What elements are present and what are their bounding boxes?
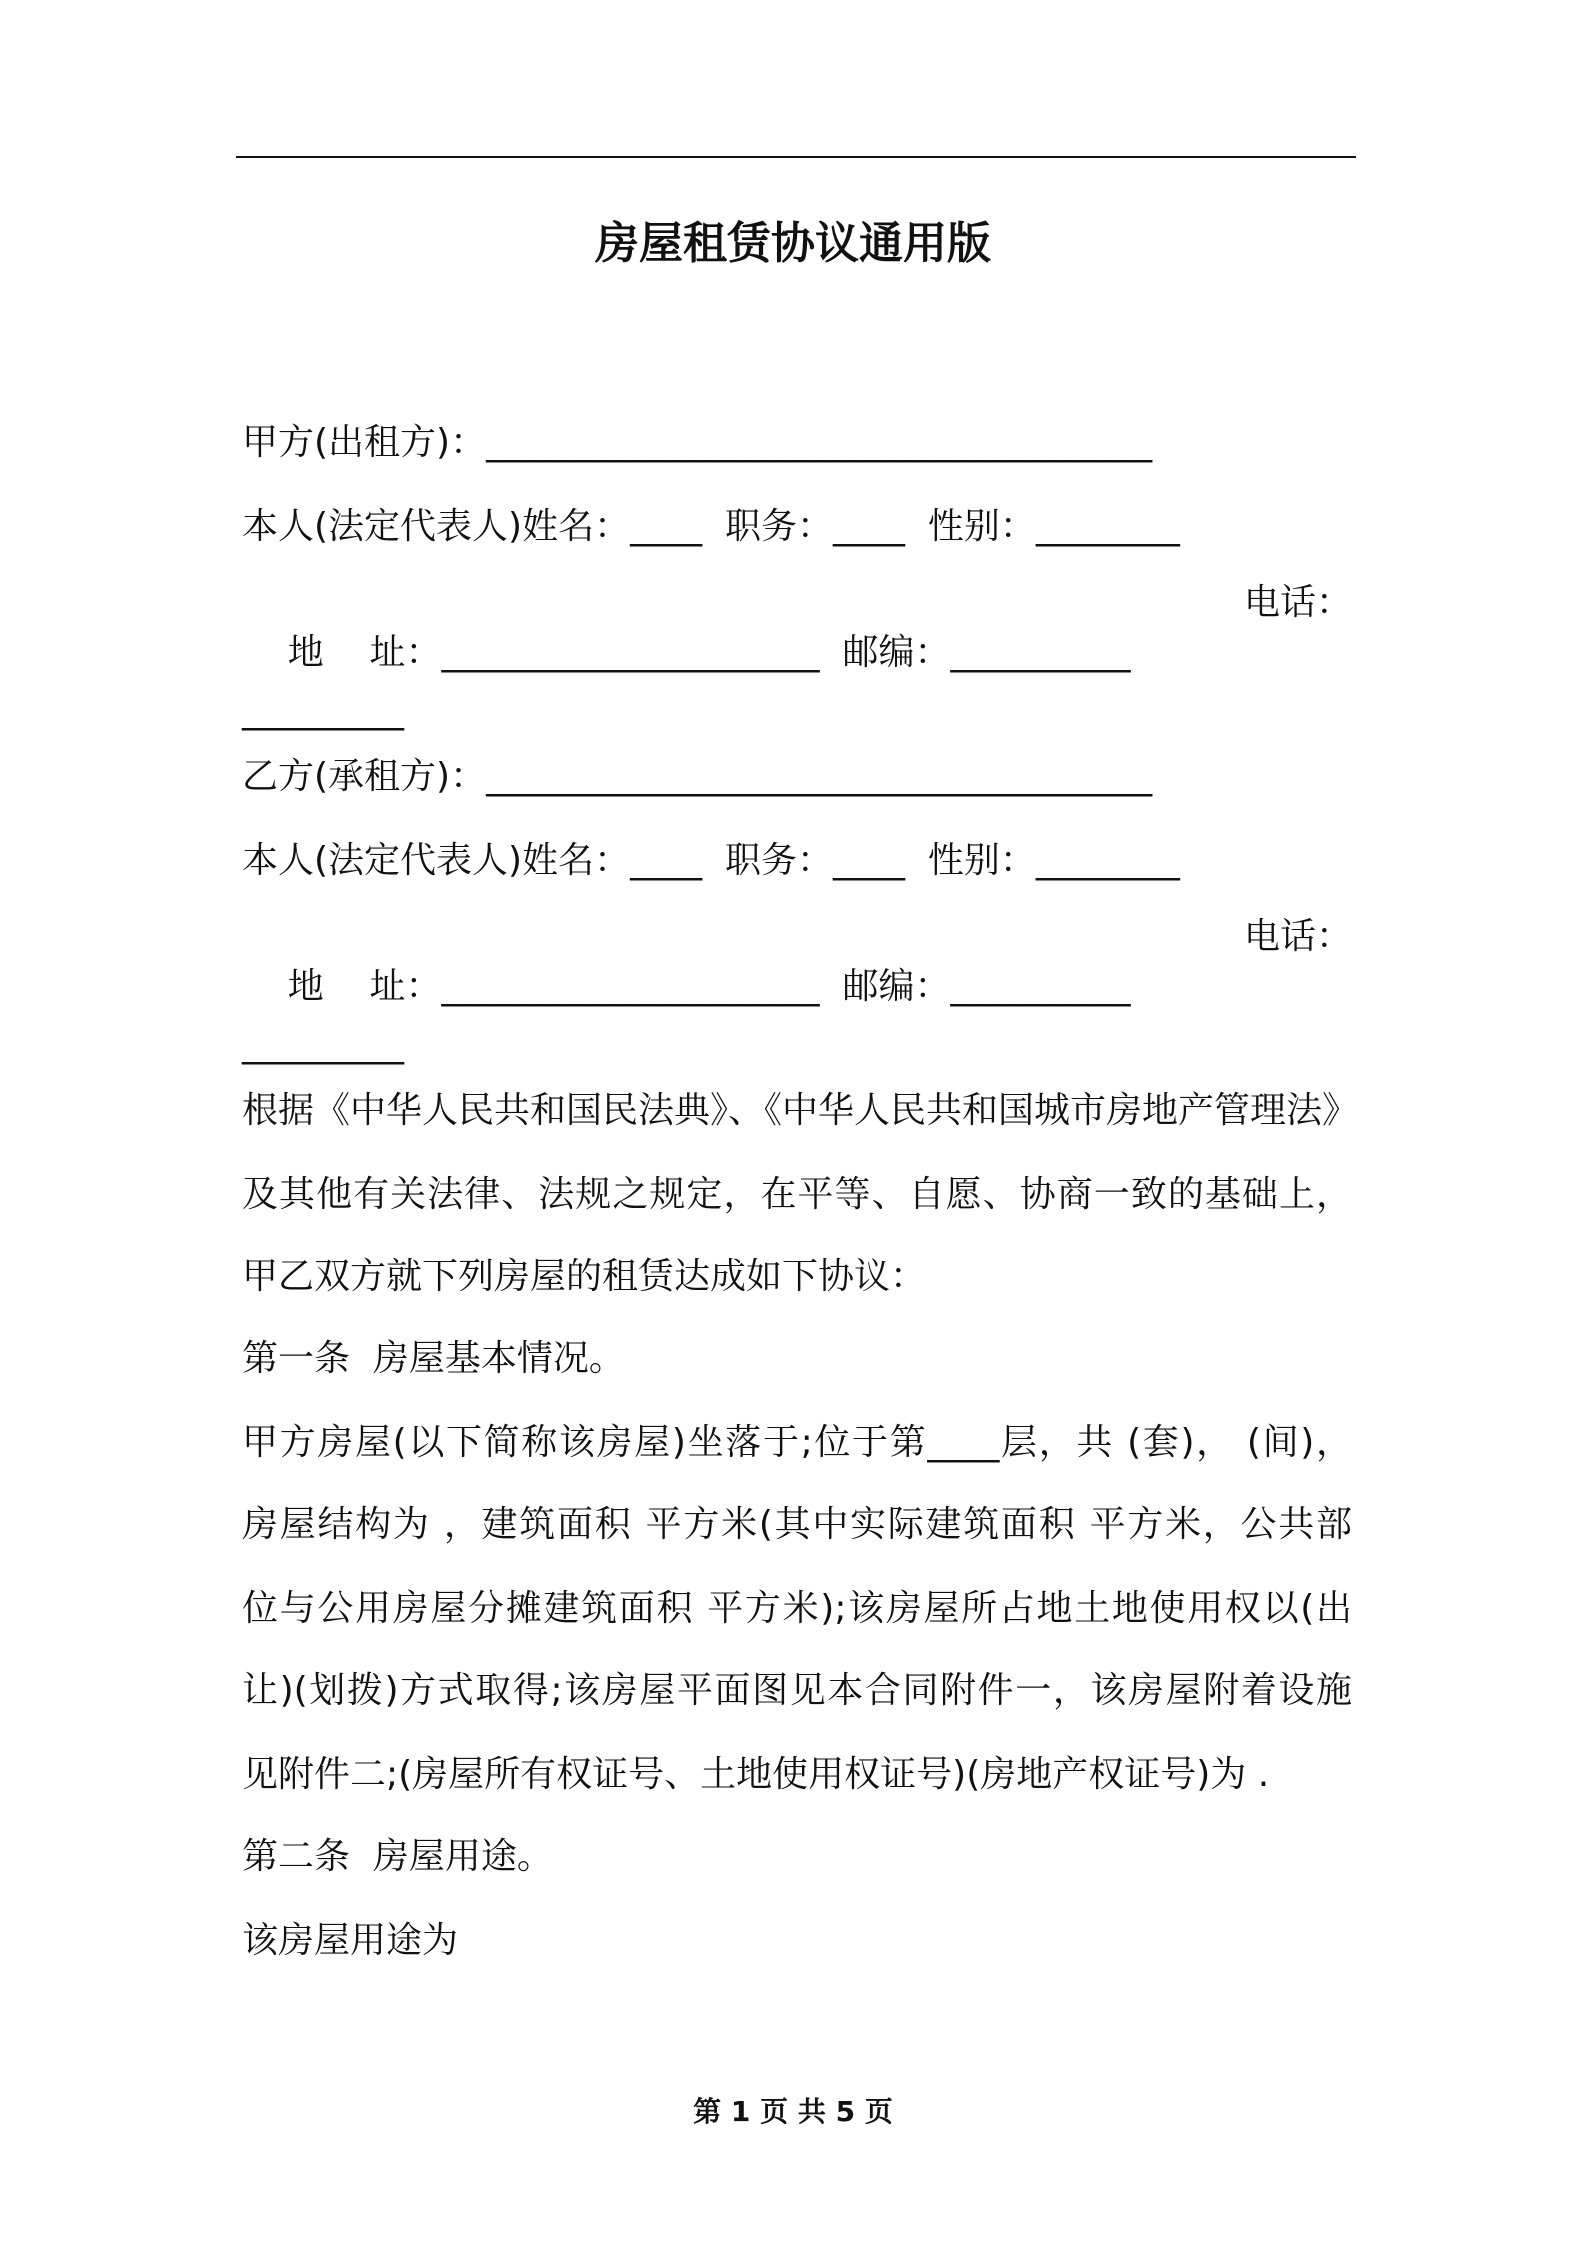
- preamble-line: 甲乙双方就下列房屋的租赁达成如下协议：: [242, 1256, 927, 1297]
- header-rule: [236, 156, 1356, 158]
- page-number-footer: 第 1 页 共 5 页: [693, 2095, 893, 2128]
- party-a-representative-line: 本人(法定代表人)姓名：____ 职务：____ 性别：________: [242, 506, 1180, 547]
- party-a-address-line: [242, 578, 1352, 778]
- party-b-name-line: 乙方(承租方)：_____________________________________: [242, 756, 1153, 797]
- party-b-representative-line: 本人(法定代表人)姓名：____ 职务：____ 性别：________: [242, 840, 1180, 881]
- preamble-line: 根据《中华人民共和国民法典》、《中华人民共和国城市房地产管理法》: [242, 1090, 1359, 1131]
- article-1-line: 见附件二;(房屋所有权证号、土地使用权证号)(房地产权证号)为 .: [242, 1754, 1270, 1795]
- party-a-phone-label: 电话：: [1243, 582, 1352, 623]
- party-b-address-postcode: 地 址：_____________________ 邮编：__________: [287, 966, 1131, 1007]
- party-b-phone-label: 电话：: [1243, 916, 1352, 957]
- party-b-phone-blank: _________: [242, 1024, 404, 1065]
- article-1-line: 让)(划拨)方式取得;该房屋平面图见本合同附件一，该房屋附着设施: [242, 1670, 1352, 1711]
- article-1-line: 房屋结构为 ，建筑面积 平方米(其中实际建筑面积 平方米，公共部: [242, 1504, 1352, 1545]
- article-2-heading: 第二条 房屋用途。: [242, 1836, 553, 1877]
- party-a-address-postcode: 地 址：_____________________ 邮编：__________: [287, 632, 1131, 673]
- party-b-address-line: [242, 912, 1352, 1112]
- article-2-line: 该房屋用途为: [242, 1920, 459, 1961]
- article-1-line: 位与公用房屋分摊建筑面积 平方米);该房屋所占地土地使用权以(出: [242, 1588, 1352, 1629]
- preamble-line: 及其他有关法律、法规之规定，在平等、自愿、协商一致的基础上，: [242, 1174, 1352, 1215]
- party-a-name-line: 甲方(出租方)：_____________________________________: [242, 422, 1153, 463]
- document-title: 房屋租赁协议通用版: [595, 218, 991, 269]
- party-a-phone-blank: _________: [242, 690, 404, 731]
- article-1-line: 甲方房屋(以下简称该房屋)坐落于;位于第____层，共 (套)， (间)，: [242, 1422, 1352, 1463]
- article-1-heading: 第一条 房屋基本情况。: [242, 1338, 625, 1379]
